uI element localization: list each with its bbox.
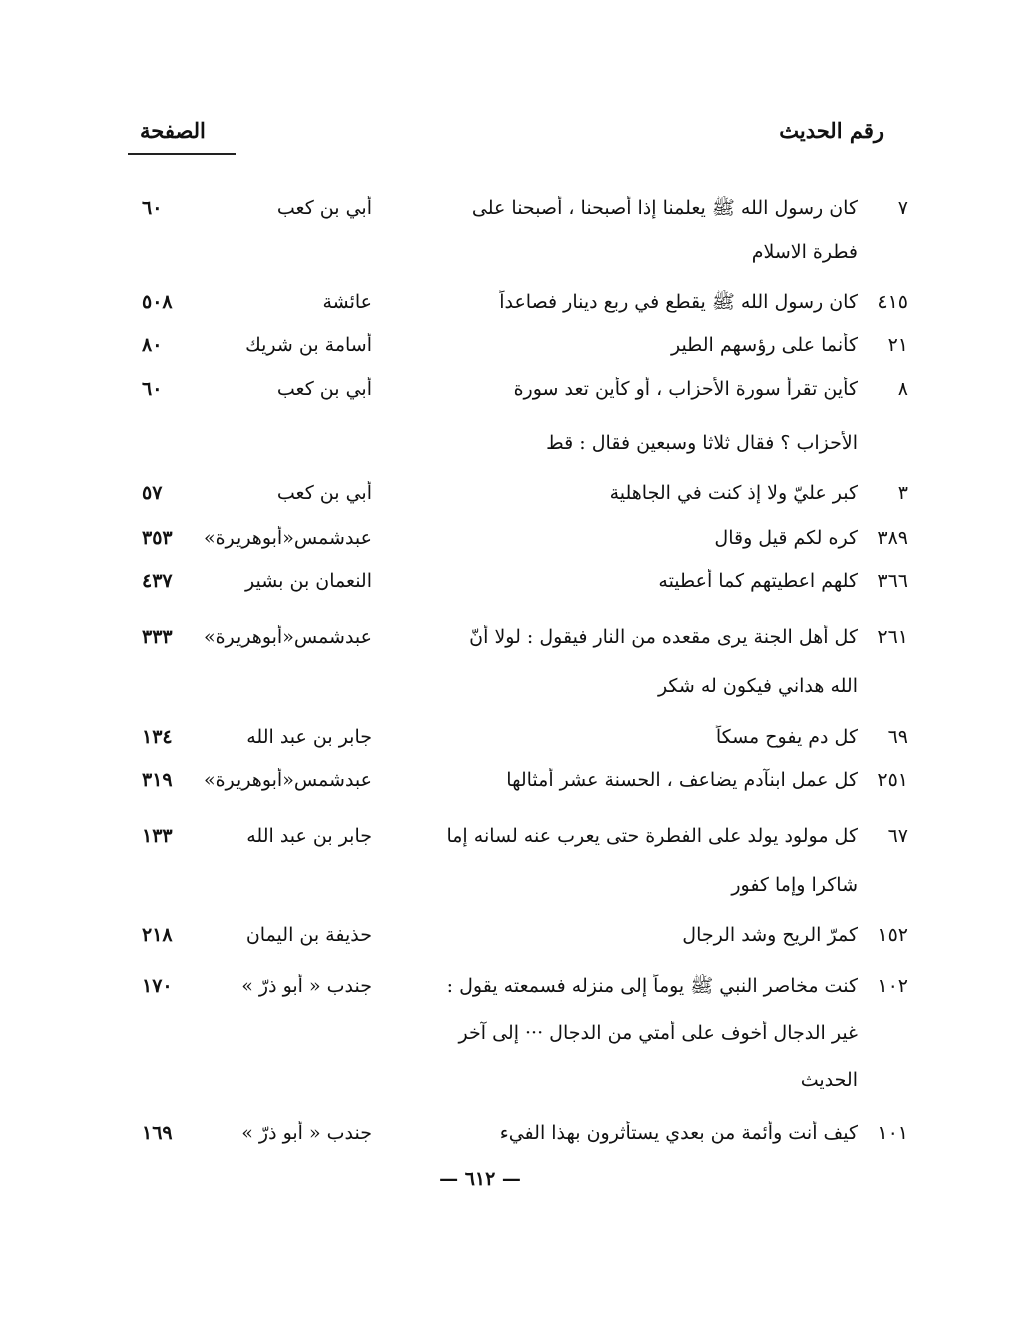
hadith-number: ١٥٢ — [877, 924, 908, 946]
hadith-number: ٣٦٦ — [877, 570, 908, 592]
hadith-text: كره لكم قيل وقال — [714, 527, 858, 549]
hadith-number: ٣٨٩ — [877, 527, 908, 549]
hadith-number: ٦٧ — [887, 825, 908, 847]
hadith-number: ٢٥١ — [877, 769, 908, 791]
narrator: النعمان بن بشير — [245, 570, 372, 592]
narrator: عبدشمس«أبوهريرة» — [203, 626, 372, 648]
hadith-text: كل مولود يولد على الفطرة حتى يعرب عنه لسانه إما — [446, 825, 858, 847]
narrator: حذيفة بن اليمان — [245, 924, 372, 946]
page-reference: ٢١٨ — [142, 924, 173, 946]
page-reference: ٥٠٨ — [142, 291, 173, 313]
hadith-number: ٧ — [897, 197, 908, 219]
page-reference: ٣٥٣ — [142, 527, 173, 549]
hadith-text-continuation: الأحزاب ؟ فقال ثلاثا وسبعين فقال : قط — [546, 432, 858, 454]
page-reference: ٣٣٣ — [142, 626, 173, 648]
hadith-text: كل عمل ابنآدم يضاعف ، الحسنة عشر أمثالها — [506, 769, 858, 791]
hadith-number: ٦٩ — [887, 726, 908, 748]
page-number: — ٦١٢ — — [439, 1168, 521, 1190]
page-reference: ١٧٠ — [142, 975, 173, 997]
narrator: أبي بن كعب — [276, 482, 372, 504]
narrator: عبدشمس«أبوهريرة» — [203, 527, 372, 549]
hadith-number: ١٠١ — [877, 1122, 908, 1144]
hadith-number: ٣ — [897, 482, 908, 504]
narrator: جابر بن عبد الله — [246, 825, 372, 847]
hadith-text: كأين تقرأ سورة الأحزاب ، أو كأين تعد سورة — [513, 378, 858, 400]
narrator: أبي بن كعب — [276, 197, 372, 219]
narrator: أبي بن كعب — [276, 378, 372, 400]
narrator: جندب « أبو ذرّ » — [241, 975, 372, 997]
hadith-text: كان رسول الله ﷺ يقطع في ربع دينار فصاعداً — [499, 291, 858, 313]
header-underline — [128, 153, 236, 155]
page-reference: ٦٠ — [142, 197, 163, 219]
page-reference: ٥٧ — [142, 482, 163, 504]
hadith-text-continuation: غير الدجال أخوف على أمتي من الدجال ··· إلى آخر — [458, 1022, 858, 1044]
page-reference: ٨٠ — [142, 334, 163, 356]
hadith-text-continuation: الحديث — [800, 1069, 858, 1091]
hadith-text: كان رسول الله ﷺ يعلمنا إذا أصبحنا ، أصبحنا على — [471, 197, 858, 219]
narrator: جندب « أبو ذرّ » — [241, 1122, 372, 1144]
hadith-text-continuation: الله هداني فيكون له شكر — [657, 675, 858, 697]
narrator: أسامة بن شريك — [245, 334, 372, 356]
header-hadith-number: رقم الحديث — [779, 118, 884, 143]
hadith-text: كيف أنت وأئمة من بعدي يستأثرون بهذا الفيء — [499, 1122, 858, 1144]
hadith-text: كل دم يفوح مسكاً — [715, 726, 858, 748]
hadith-text: كأنما على رؤسهم الطير — [670, 334, 858, 356]
hadith-number: ٤١٥ — [877, 291, 908, 313]
hadith-text: كبر عليّ ولا إذ كنت في الجاهلية — [609, 482, 858, 504]
hadith-text-continuation: فطرة الاسلام — [751, 241, 858, 263]
hadith-text: كنت مخاصر النبي ﷺ يوماً إلى منزله فسمعته يقول : — [446, 975, 858, 997]
narrator: عائشة — [322, 291, 372, 313]
narrator: جابر بن عبد الله — [246, 726, 372, 748]
hadith-number: ٨ — [897, 378, 908, 400]
page-reference: ١٣٤ — [142, 726, 173, 748]
page-reference: ٤٣٧ — [142, 570, 173, 592]
hadith-number: ٢٦١ — [877, 626, 908, 648]
hadith-number: ١٠٢ — [877, 975, 908, 997]
hadith-text: كل أهل الجنة يرى مقعده من النار فيقول : لولا أنّ — [469, 626, 858, 648]
page-reference: ١٣٣ — [142, 825, 173, 847]
hadith-number: ٢١ — [887, 334, 908, 356]
page-reference: ١٦٩ — [142, 1122, 173, 1144]
hadith-text-continuation: شاكرا وإما كفور — [731, 874, 858, 896]
header-page: الصفحة — [140, 118, 206, 143]
hadith-text: كمرّ الريح وشد الرجال — [682, 924, 858, 946]
page-reference: ٣١٩ — [142, 769, 173, 791]
page-reference: ٦٠ — [142, 378, 163, 400]
hadith-text: كلهم اعطيتهم كما أعطيته — [658, 570, 858, 592]
narrator: عبدشمس«أبوهريرة» — [203, 769, 372, 791]
